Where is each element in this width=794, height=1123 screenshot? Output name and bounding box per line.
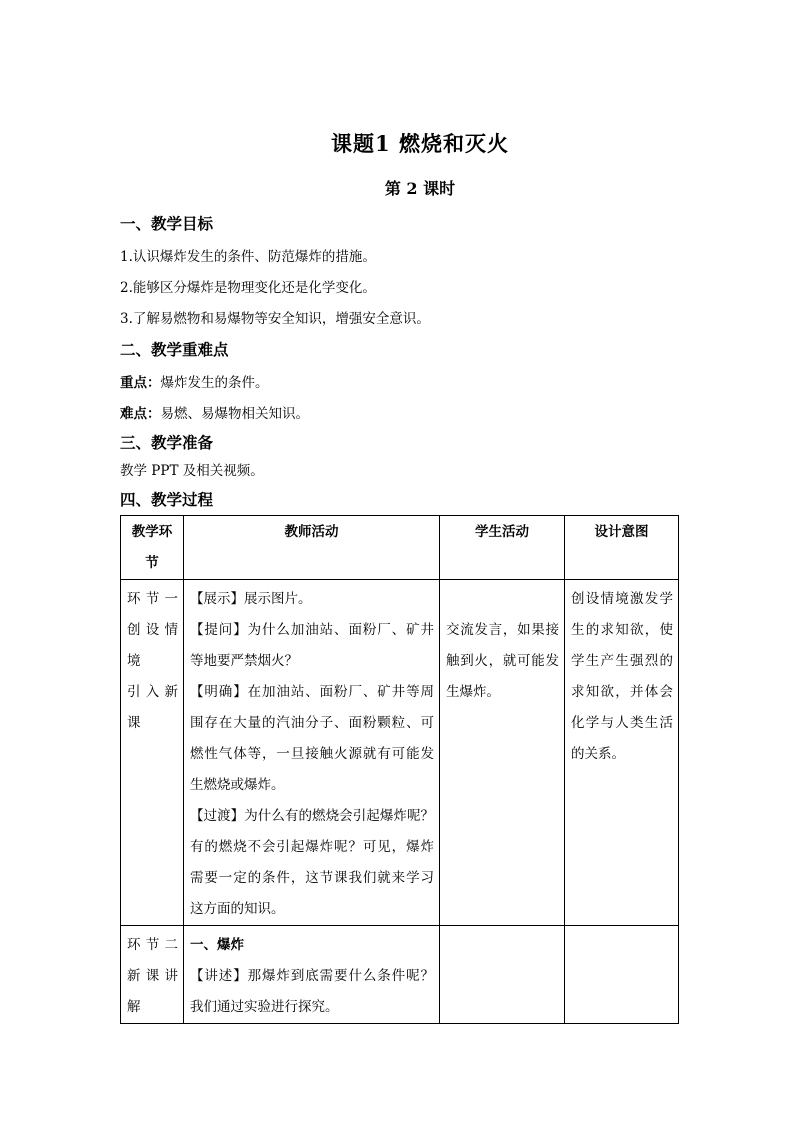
teacher-line: 有的燃烧不会引起爆炸呢？可见，爆炸 [190,839,434,855]
teacher-line: 等地要严禁烟火？ [190,653,298,669]
key-text: 爆炸发生的条件。 [160,375,269,391]
key-label: 重点： [120,375,161,391]
intent-line: 创设情境激发学 [571,591,673,607]
difficulty-label: 难点： [120,406,161,422]
student-line: 触到火，就可能发 [446,653,559,669]
table-row [121,926,679,1024]
intent-cell [565,926,679,1024]
intent-cell [565,580,679,926]
goal-item-1: 1.认识爆炸发生的条件、防范爆炸的措施。 [120,249,376,265]
teacher-line: 一、爆炸 [190,937,244,953]
stage-cell [121,926,184,1024]
process-heading: 四、教学过程 [120,490,214,509]
keypoints-heading: 二、教学重难点 [120,340,229,359]
process-table [120,515,679,1024]
intent-line: 化学与人类生活 [571,715,673,731]
table-header-row [121,516,679,580]
difficulty-point [120,402,309,422]
stage-line: 课 [127,715,141,731]
teacher-line: 燃性气体等，一旦接触火源就有可能发 [190,746,434,762]
teacher-line: 【提问】为什么加油站、面粉厂、矿井 [190,622,434,638]
intent-line: 的关系。 [571,746,625,762]
header-student: 学生活动 [440,516,565,580]
teacher-line: 这方面的知识。 [190,901,285,917]
stage-line: 境 [127,653,141,669]
table-row [121,580,679,926]
header-stage-line: 节 [145,555,159,571]
header-stage-line: 教学环 [131,524,173,540]
stage-line: 创设情 [127,622,178,638]
teacher-line: 【明确】在加油站、面粉厂、矿井等周 [190,684,434,700]
stage-line: 解 [127,999,141,1015]
stage-line: 引入新 [127,684,178,700]
key-point [120,371,269,391]
page-subtitle: 第 2 课时 [384,179,456,198]
stage-line: 环节二 [127,937,178,953]
stage-line: 环节一 [127,591,178,607]
stage-cell [121,580,184,926]
teacher-line: 【展示】展示图片。 [190,591,312,607]
goal-item-2: 2.能够区分爆炸是物理变化还是化学变化。 [120,280,376,296]
header-stage [121,516,184,580]
teacher-line: 【讲述】那爆炸到底需要什么条件呢？ [190,968,434,984]
stage-line: 新课讲 [127,968,178,984]
student-line: 交流发言，如果接 [446,622,559,638]
teacher-line: 【过渡】为什么有的燃烧会引起爆炸呢？ [190,808,434,824]
intent-line: 学生产生强烈的 [571,653,673,669]
teacher-line: 生燃烧或爆炸。 [190,777,285,793]
header-intent: 设计意图 [565,516,679,580]
teacher-line: 围存在大量的汽油分子、面粉颗粒、可 [190,715,434,731]
teacher-line: 需要一定的条件，这节课我们就来学习 [190,870,434,886]
intent-line: 求知欲，并体会 [571,684,673,700]
student-cell [440,926,565,1024]
goal-item-3: 3.了解易燃物和易爆物等安全知识，增强安全意识。 [120,311,430,327]
teacher-cell [184,926,440,1024]
intent-line: 生的求知欲，使 [571,622,673,638]
teacher-cell [184,580,440,926]
page-title: 课题1 燃烧和灭火 [331,131,509,156]
prep-text: 教学 PPT 及相关视频。 [120,463,264,479]
teacher-line: 我们通过实验进行探究。 [190,999,339,1015]
header-teacher: 教师活动 [184,516,440,580]
student-line: 生爆炸。 [446,684,500,700]
difficulty-text: 易燃、易爆物相关知识。 [160,406,309,422]
goals-heading: 一、教学目标 [120,214,214,233]
student-cell [440,580,565,926]
prep-heading: 三、教学准备 [120,433,214,452]
